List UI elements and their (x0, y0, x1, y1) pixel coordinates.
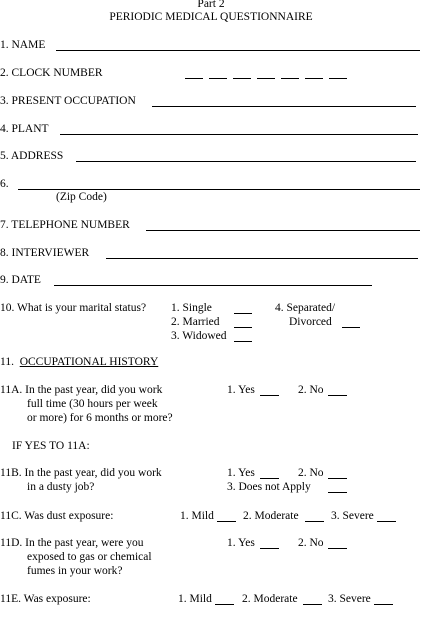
q11a-line3: or more) for 6 months or more? (27, 412, 173, 424)
single-blank[interactable] (234, 313, 252, 314)
q11b-line1: 11B. In the past year, did you work (0, 467, 162, 479)
clock-digit-field[interactable] (329, 78, 347, 79)
part-label: Part 2 (197, 0, 225, 10)
q11c-mild-blank[interactable] (217, 521, 236, 522)
q11e-moderate-blank[interactable] (303, 604, 322, 605)
clock-digit-field[interactable] (305, 78, 323, 79)
zip-code-label: (Zip Code) (56, 191, 107, 203)
telephone-field[interactable] (146, 230, 420, 231)
marital-option-widowed: 3. Widowed (171, 330, 227, 342)
q11d-line2: exposed to gas or chemical (27, 551, 152, 563)
q11c-mild-option: 1. Mild (180, 510, 214, 522)
if-yes-instruction: IF YES TO 11A: (12, 440, 90, 452)
q11b-na-option: 3. Does not Apply (227, 481, 311, 493)
q11e-question: 11E. Was exposure: (0, 593, 91, 605)
q11b-line2: in a dusty job? (27, 481, 95, 493)
q11d-yes-blank[interactable] (260, 548, 279, 549)
q11a-line2: full time (30 hours per week (27, 398, 158, 410)
occupation-field[interactable] (152, 106, 416, 107)
q11e-moderate-option: 2. Moderate (242, 593, 298, 605)
q11e-severe-option: 3. Severe (328, 593, 371, 605)
q11b-no-option: 2. No (298, 467, 324, 479)
q11c-severe-blank[interactable] (377, 521, 396, 522)
clock-number-label: 2. CLOCK NUMBER (0, 67, 103, 79)
line-six-label: 6. (0, 178, 9, 190)
clock-digit-field[interactable] (209, 78, 227, 79)
clock-digit-field[interactable] (233, 78, 251, 79)
plant-label: 4. PLANT (0, 123, 49, 135)
clock-digit-field[interactable] (185, 78, 203, 79)
date-label: 9. DATE (0, 274, 41, 286)
marital-option-divorced: Divorced (289, 316, 332, 328)
marital-option-married: 2. Married (171, 316, 220, 328)
married-blank[interactable] (234, 327, 252, 328)
plant-field[interactable] (60, 134, 418, 135)
clock-digit-field[interactable] (257, 78, 275, 79)
address-label: 5. ADDRESS (0, 150, 64, 162)
q11d-no-blank[interactable] (328, 548, 347, 549)
interviewer-label: 8. INTERVIEWER (0, 247, 90, 259)
q11e-mild-option: 1. Mild (178, 593, 212, 605)
q11d-line3: fumes in your work? (27, 565, 123, 577)
clock-digit-field[interactable] (281, 78, 299, 79)
q11a-yes-option: 1. Yes (227, 384, 255, 396)
date-field[interactable] (54, 285, 372, 286)
address-field[interactable] (76, 161, 416, 162)
q11d-no-option: 2. No (298, 537, 324, 549)
divorced-blank[interactable] (342, 327, 360, 328)
name-label: 1. NAME (0, 39, 46, 51)
marital-status-question: 10. What is your marital status? (0, 302, 147, 314)
q11a-no-option: 2. No (298, 384, 324, 396)
q11d-yes-option: 1. Yes (227, 537, 255, 549)
q11b-na-blank[interactable] (328, 492, 347, 493)
q11b-yes-blank[interactable] (260, 478, 279, 479)
q11b-yes-option: 1. Yes (227, 467, 255, 479)
marital-option-single: 1. Single (171, 302, 212, 314)
telephone-label: 7. TELEPHONE NUMBER (0, 219, 130, 231)
q11a-yes-blank[interactable] (260, 395, 279, 396)
name-field[interactable] (56, 50, 420, 51)
widowed-blank[interactable] (234, 341, 252, 342)
q11a-no-blank[interactable] (328, 395, 347, 396)
q11e-severe-blank[interactable] (374, 604, 393, 605)
marital-option-separated: 4. Separated/ (275, 302, 336, 314)
q11b-no-blank[interactable] (328, 478, 347, 479)
q11c-moderate-blank[interactable] (305, 521, 324, 522)
q11c-question: 11C. Was dust exposure: (0, 510, 114, 522)
q11c-severe-option: 3. Severe (331, 510, 374, 522)
q11d-line1: 11D. In the past year, were you (0, 537, 144, 549)
section-11-heading: 11. OCCUPATIONAL HISTORY (0, 356, 159, 368)
q11c-moderate-option: 2. Moderate (243, 510, 299, 522)
form-title: PERIODIC MEDICAL QUESTIONNAIRE (109, 11, 313, 23)
q11a-line1: 11A. In the past year, did you work (0, 384, 163, 396)
q11e-mild-blank[interactable] (215, 604, 234, 605)
address-line-2-field[interactable] (18, 189, 420, 190)
interviewer-field[interactable] (106, 258, 418, 259)
occupation-label: 3. PRESENT OCCUPATION (0, 95, 136, 107)
